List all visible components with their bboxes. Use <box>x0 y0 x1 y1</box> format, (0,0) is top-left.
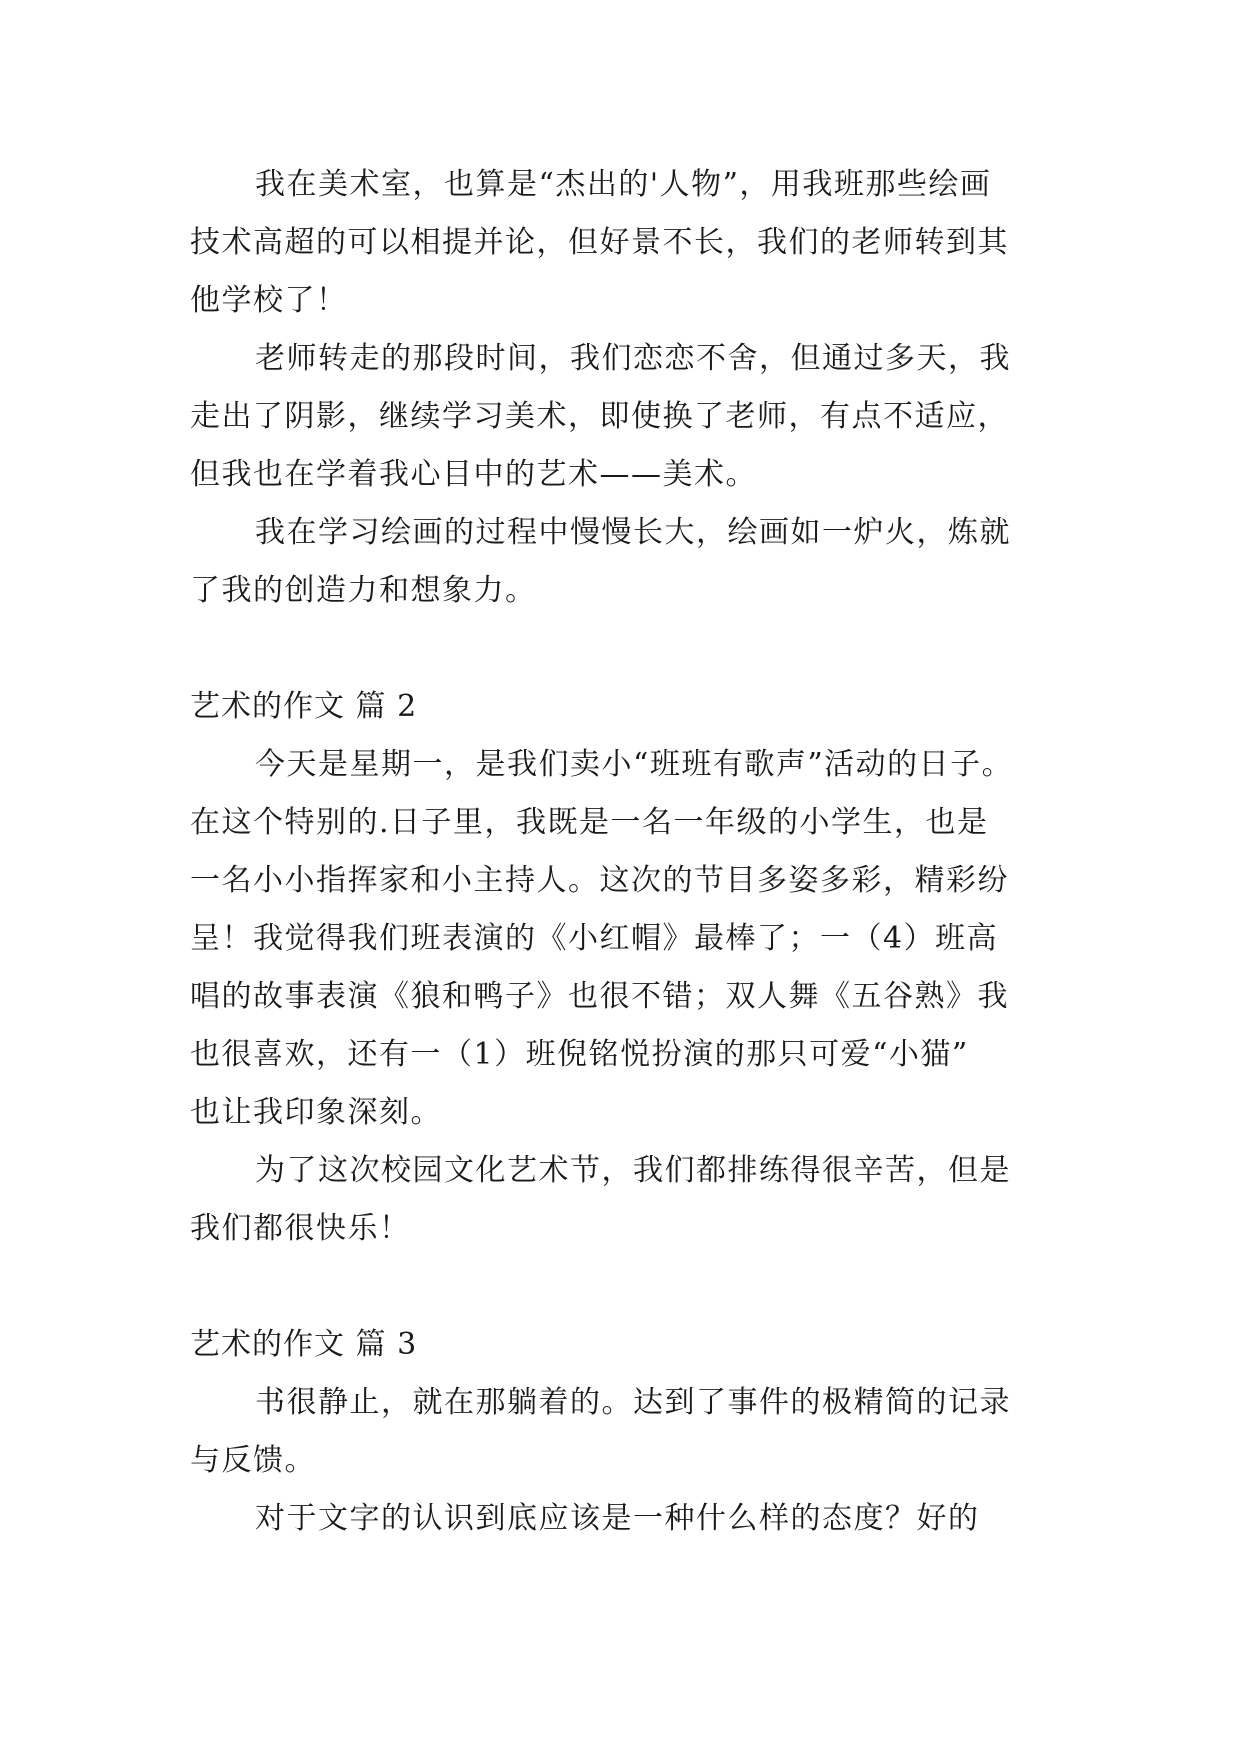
text-line: 老师转走的那段时间，我们恋恋不舍，但通过多天，我 <box>255 341 1011 376</box>
text-line: 但我也在学着我心目中的艺术——美术。 <box>190 457 757 492</box>
text-line: 为了这次校园文化艺术节，我们都排练得很辛苦，但是 <box>255 1153 1011 1188</box>
section-heading: 艺术的作文 篇 3 <box>190 1327 418 1362</box>
text-line: 他学校了！ <box>190 283 348 318</box>
text-line: 走出了阴影，继续学习美术，即使换了老师，有点不适应， <box>190 399 1009 434</box>
text-line: 技术高超的可以相提并论，但好景不长，我们的老师转到其 <box>190 225 1009 260</box>
section-heading: 艺术的作文 篇 2 <box>190 689 418 724</box>
text-line: 与反馈。 <box>190 1443 316 1478</box>
text-line: 我在学习绘画的过程中慢慢长大，绘画如一炉火，炼就 <box>255 515 1011 550</box>
text-line: 唱的故事表演《狼和鸭子》也很不错；双人舞《五谷熟》我 <box>190 979 1009 1014</box>
text-line: 我在美术室，也算是“杰出的'人物”，用我班那些绘画 <box>255 167 992 202</box>
text-line: 对于文字的认识到底应该是一种什么样的态度？好的 <box>255 1501 980 1536</box>
text-line: 今天是星期一，是我们卖小“班班有歌声”活动的日子。 <box>255 747 1014 782</box>
text-line: 在这个特别的.日子里，我既是一名一年级的小学生，也是 <box>190 805 989 840</box>
text-line: 了我的创造力和想象力。 <box>190 573 537 608</box>
text-line: 我们都很快乐！ <box>190 1211 411 1246</box>
text-line: 也很喜欢，还有一（1）班倪铭悦扮演的那只可爱“小猫” <box>190 1037 969 1072</box>
text-line: 呈！我觉得我们班表演的《小红帽》最棒了；一（4）班高 <box>190 921 999 956</box>
text-line: 一名小小指挥家和小主持人。这次的节目多姿多彩，精彩纷 <box>190 863 1009 898</box>
text-line: 也让我印象深刻。 <box>190 1095 442 1130</box>
text-line: 书很静止，就在那躺着的。达到了事件的极精简的记录 <box>255 1385 1011 1420</box>
